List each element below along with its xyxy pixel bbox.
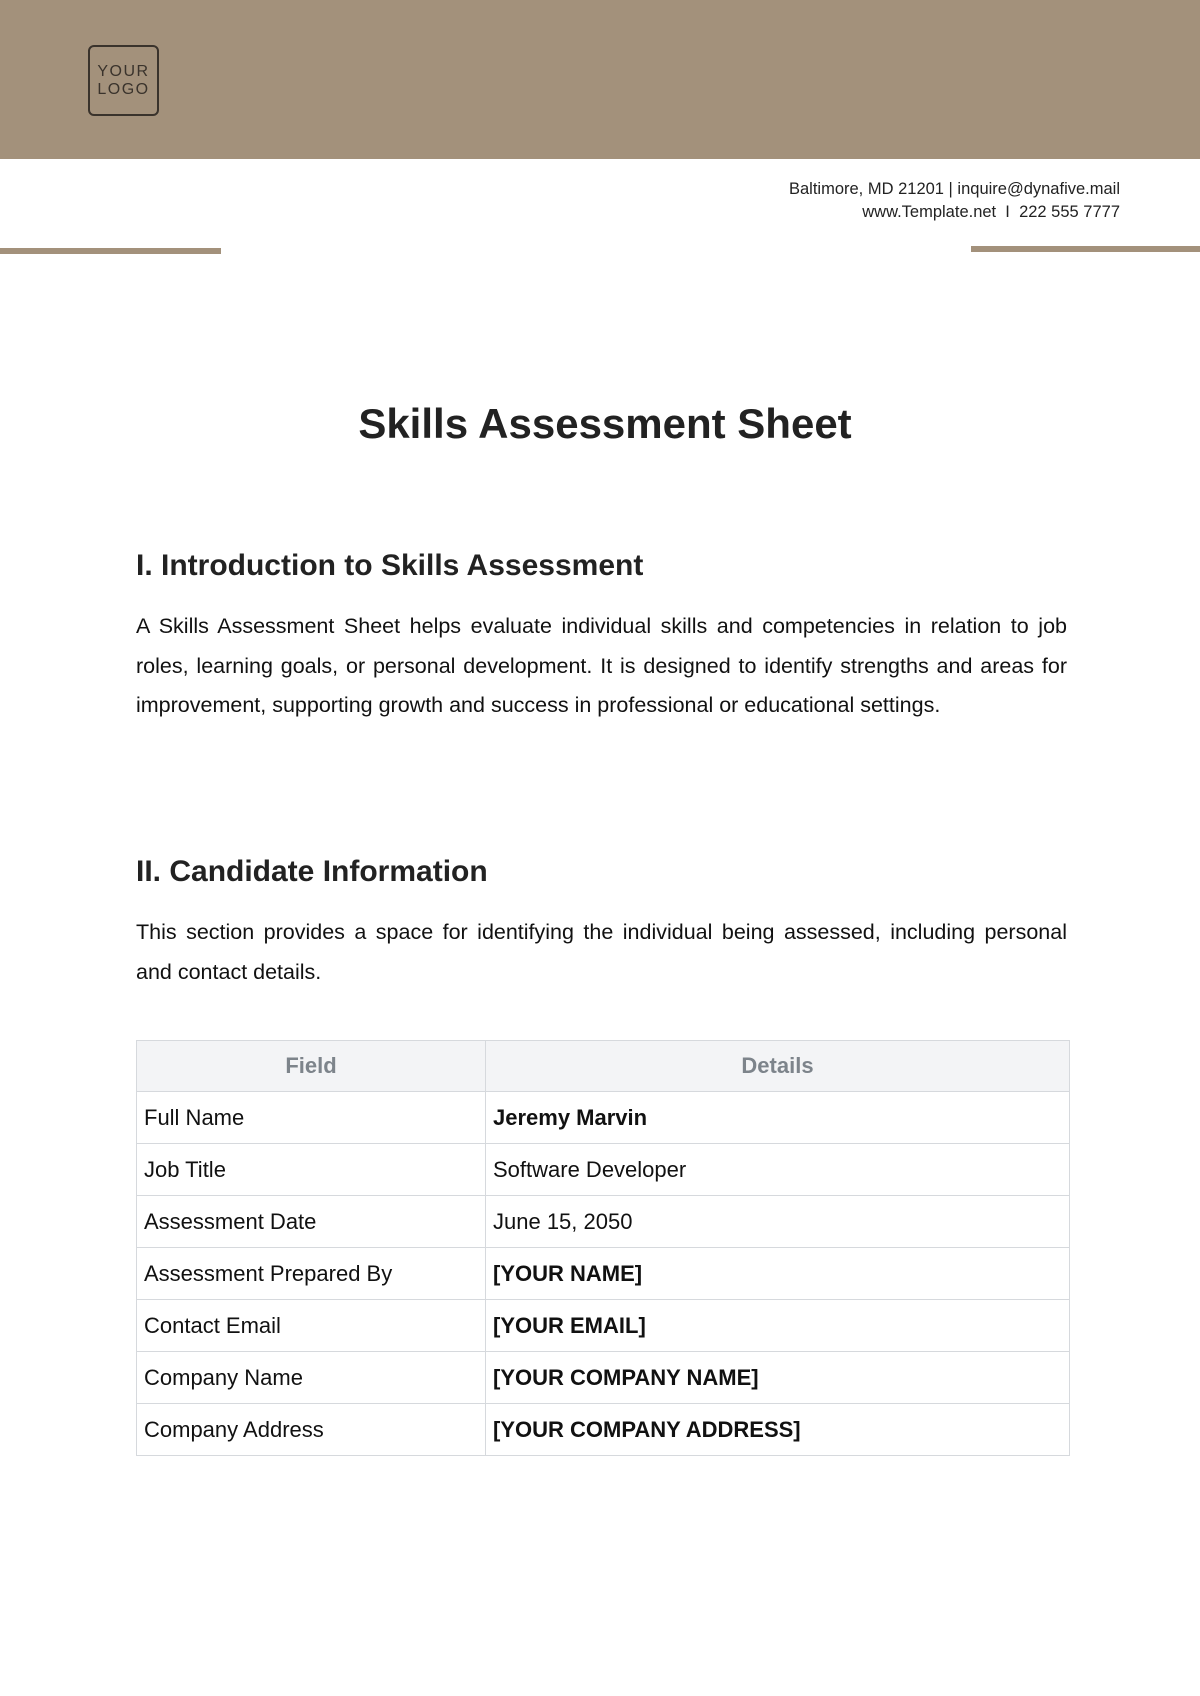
table-row <box>137 1300 1070 1352</box>
table-row <box>137 1404 1070 1456</box>
table-cell-detail: Software Developer <box>486 1144 1070 1196</box>
table-row <box>137 1248 1070 1300</box>
table-cell-field: Full Name <box>137 1092 486 1144</box>
candidate-info-table <box>136 1040 1070 1456</box>
section-heading-candidate-info: II. Candidate Information <box>136 855 488 888</box>
header-band <box>0 0 1200 159</box>
section-body-introduction: A Skills Assessment Sheet helps evaluate individual skills and competencies in relation to job roles, learning goals, or personal development. It is designed to identify strengths and areas for improvement, supporting growth and success in professional or educational settings. <box>136 614 1067 717</box>
table-cell-detail: [YOUR EMAIL] <box>486 1300 1070 1352</box>
page-title: Skills Assessment Sheet <box>358 400 852 447</box>
contact-block <box>789 178 1120 224</box>
table-row <box>137 1144 1070 1196</box>
table-cell-field: Contact Email <box>137 1300 486 1352</box>
logo-line-2: LOGO <box>97 80 150 98</box>
table-cell-detail: Jeremy Marvin <box>486 1092 1070 1144</box>
table-cell-detail: June 15, 2050 <box>486 1196 1070 1248</box>
table-cell-detail: [YOUR NAME] <box>486 1248 1070 1300</box>
logo <box>88 45 159 116</box>
contact-website-phone: www.Template.net I 222 555 7777 <box>862 203 1120 221</box>
table-cell-field: Company Name <box>137 1352 486 1404</box>
section-body-candidate-info: This section provides a space for identifying the individual being assessed, including personal and contact details. <box>136 920 1067 984</box>
table-cell-detail: [YOUR COMPANY ADDRESS] <box>486 1404 1070 1456</box>
accent-rule-left <box>0 248 221 254</box>
table-row <box>137 1352 1070 1404</box>
table-cell-field: Company Address <box>137 1404 486 1456</box>
contact-address-email: Baltimore, MD 21201 | inquire@dynafive.mail <box>788 180 1120 198</box>
table-cell-field: Assessment Date <box>137 1196 486 1248</box>
table-header-row <box>137 1041 1070 1092</box>
table-cell-field: Job Title <box>137 1144 486 1196</box>
logo-line-1: YOUR <box>97 62 150 80</box>
table-row <box>137 1092 1070 1144</box>
table-cell-detail: [YOUR COMPANY NAME] <box>486 1352 1070 1404</box>
table-header-field: Field <box>137 1041 486 1092</box>
table-row <box>137 1196 1070 1248</box>
section-heading-introduction: I. Introduction to Skills Assessment <box>136 549 644 582</box>
table-cell-field: Assessment Prepared By <box>137 1248 486 1300</box>
accent-rule-right <box>971 246 1200 252</box>
table-header-details: Details <box>486 1041 1070 1092</box>
